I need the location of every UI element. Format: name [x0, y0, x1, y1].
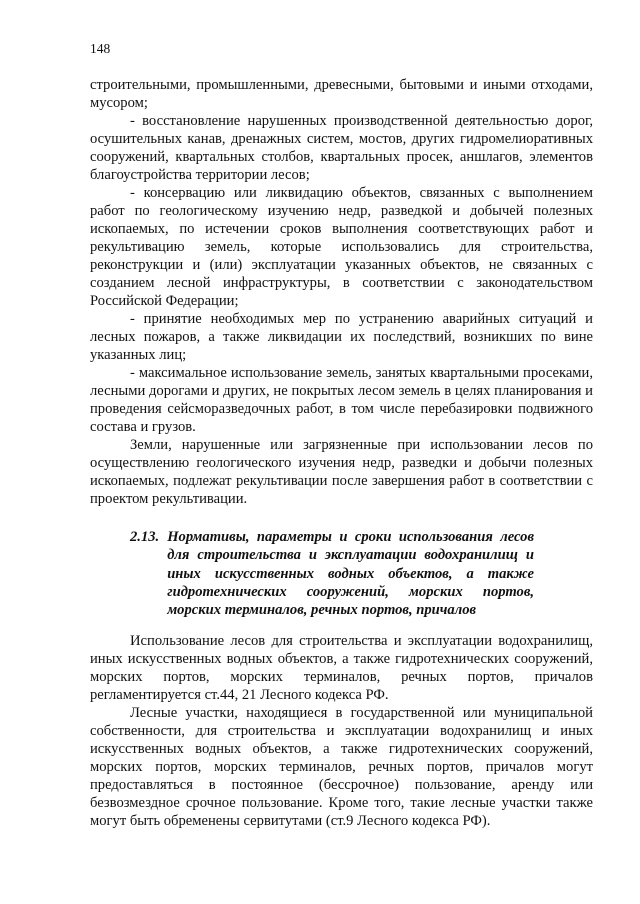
- page-number: 148: [90, 41, 111, 56]
- paragraph-recultivation: Земли, нарушенные или загрязненные при использовании лесов по осуществлению геологического изучения недр, разведки и добычи полезных ископаемых, подлежат рекультивации после завершения работ в соответствии с проектом рекультивации.: [90, 437, 593, 507]
- paragraph-land-plots: Лесные участки, находящиеся в государственной или муниципальной собственности, для строительства и эксплуатации водохранилищ и иных искусственных водных объектов, а также гидротехнических сооружений, морских портов, морских терминалов, речных портов, причалов могут предоставляться в постоянное (бессрочное) пользование, аренду или безвозмездное срочное пользование. Кроме того, такие лесные участки также могут быть обременены сервитутами (ст.9 Лесного кодекса РФ).: [90, 705, 593, 829]
- section-number: 2.13.: [130, 529, 160, 545]
- body-text-top: [90, 76, 593, 508]
- body-text-bottom: [90, 632, 593, 830]
- section-heading: [130, 528, 534, 619]
- list-item-emergency: - принятие необходимых мер по устранению аварийных ситуаций и лесных пожаров, а также ликвидации их последствий, возникших по вине указанных лиц;: [90, 311, 593, 363]
- list-item-restoration: - восстановление нарушенных производственной деятельностью дорог, осушительных канав, дренажных систем, мостов, других гидромелиоративных сооружений, квартальных столбов, квартальных просек, аншлагов, элементов благоустройства территории лесов;: [90, 113, 593, 183]
- list-item-conservation: - консервацию или ликвидацию объектов, связанных с выполнением работ по геологическому изучению недр, разведкой и добычей полезных ископаемых, по истечении сроков выполнения соответствующих работ и рекультивацию земель, которые использовались для строительства, реконструкции и (или) эксплуатации указанных объектов, не связанных с созданием лесной инфраструктуры, в соответствии с законодательством Российской Федерации;: [90, 185, 593, 309]
- list-item-land-use: - максимальное использование земель, занятых квартальными просеками, лесными дорогами и других, не покрытых лесом земель в целях планирования и проведения сейсморазведочных работ, в том числе перебазировки подвижного состава и грузов.: [90, 365, 593, 435]
- paragraph-usage: Использование лесов для строительства и эксплуатации водохранилищ, иных искусственных водных объектов, а также гидротехнических сооружений, морских портов, морских терминалов, речных портов, причалов регламентируется ст.44, 21 Лесного кодекса РФ.: [90, 633, 593, 703]
- paragraph-continuation: строительными, промышленными, древесными, бытовыми и иными отходами, мусором;: [90, 77, 593, 111]
- section-title: Нормативы, параметры и сроки использования лесов для строительства и эксплуатации водохранилищ и иных искусственных водных объектов, а также гидротехнических сооружений, морских портов, морских терминалов, речных портов, причалов: [167, 529, 534, 619]
